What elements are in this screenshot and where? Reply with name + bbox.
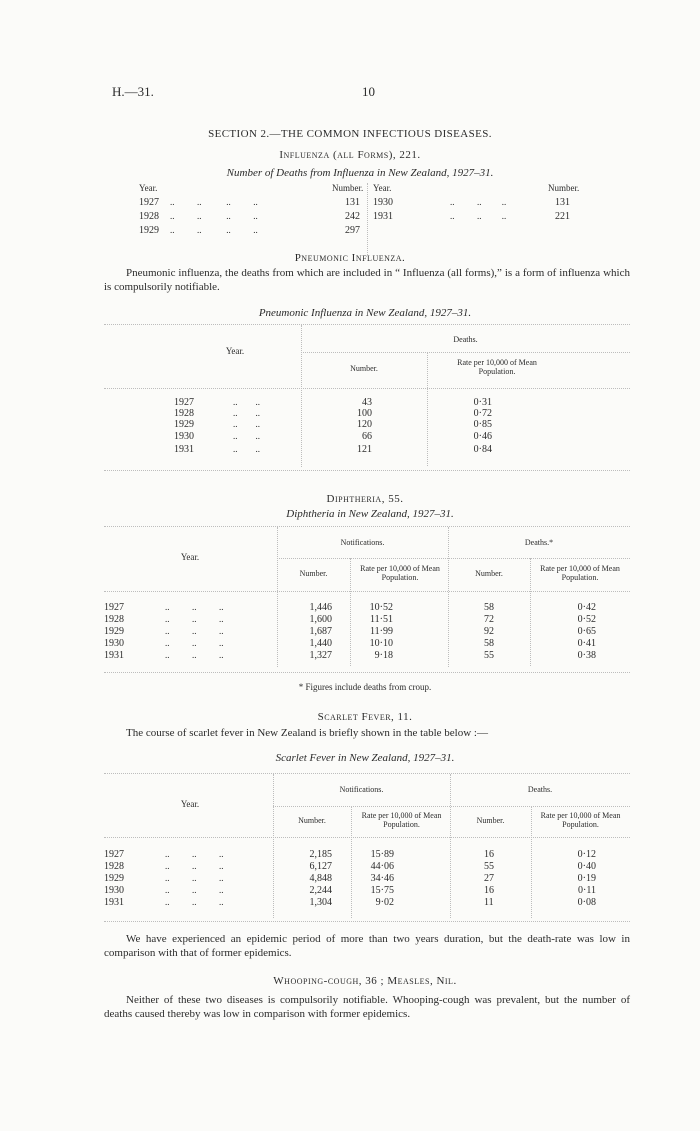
diphtheria-notif-number: 1,600 xyxy=(309,614,332,625)
scarlet-intro: The course of scarlet fever in New Zealand is briefly shown in the table below :— xyxy=(126,727,488,739)
influenza-year-header-left: Year. xyxy=(139,183,158,193)
diphtheria-notif-rate: 10·10 xyxy=(369,638,393,649)
pneumonic-caption: Pneumonic Influenza in New Zealand, 1927–31. xyxy=(258,307,472,319)
scarlet-notif-number: 2,185 xyxy=(309,849,332,860)
influenza-year: 1928 xyxy=(139,211,159,222)
scarlet-notif-rate: 44·06 xyxy=(370,861,394,872)
diphtheria-death-rate: 0·38 xyxy=(577,650,596,661)
influenza-year-header-right: Year. xyxy=(373,183,392,193)
scarlet-death-rate: 0·12 xyxy=(577,849,596,860)
scarlet-death-rate: 0·11 xyxy=(578,885,596,896)
scarlet-paragraph: We have experienced an epidemic period of more than two years duration, but the death-rate was low in comparison with that of former epidemics. xyxy=(104,933,630,959)
diphtheria-death-number: 72 xyxy=(484,614,494,625)
diphtheria-col-notif-rate: Rate per 10,000 of Mean Population. xyxy=(360,564,440,582)
influenza-year: 1927 xyxy=(139,197,159,208)
diphtheria-death-rate: 0·42 xyxy=(577,602,596,613)
scarlet-death-number: 11 xyxy=(484,897,494,908)
scarlet-notif-rate: 15·75 xyxy=(370,885,394,896)
influenza-number: 297 xyxy=(345,225,360,236)
influenza-number-header-left: Number. xyxy=(332,183,364,193)
pneumonic-number: 43 xyxy=(362,397,372,408)
diphtheria-year: 1928 xyxy=(104,614,124,625)
scarlet-notif-number: 2,244 xyxy=(309,885,332,896)
influenza-number: 131 xyxy=(555,197,570,208)
scarlet-year: 1930 xyxy=(104,885,124,896)
scarlet-death-rate: 0·19 xyxy=(577,873,596,884)
whooping-heading: Whooping-cough, 36 ; Measles, Nil. xyxy=(273,975,457,987)
pneumonic-rate: 0·84 xyxy=(473,444,492,455)
pneumonic-number: 121 xyxy=(357,444,372,455)
diphtheria-notif-number: 1,440 xyxy=(309,638,332,649)
diphtheria-notif-rate: 11·99 xyxy=(370,626,393,637)
scarlet-year: 1931 xyxy=(104,897,124,908)
influenza-number: 131 xyxy=(345,197,360,208)
pneumonic-col-deaths: Deaths. xyxy=(453,335,478,344)
page-number: 10 xyxy=(362,84,375,99)
pneumonic-year: 1929 xyxy=(174,419,194,430)
scarlet-notif-rate: 15·89 xyxy=(370,849,394,860)
scarlet-col-year: Year. xyxy=(180,799,200,809)
influenza-heading: Influenza (all Forms), 221. xyxy=(279,149,421,161)
diphtheria-heading: Diphtheria, 55. xyxy=(326,493,404,505)
diphtheria-death-number: 92 xyxy=(484,626,494,637)
scarlet-heading: Scarlet Fever, 11. xyxy=(317,711,413,723)
diphtheria-col-notif-number: Number. xyxy=(299,569,328,578)
diphtheria-death-rate: 0·65 xyxy=(577,626,596,637)
scarlet-notif-number: 4,848 xyxy=(309,873,332,884)
scarlet-notif-rate: 9·02 xyxy=(375,897,394,908)
scarlet-notif-rate: 34·46 xyxy=(370,873,394,884)
scarlet-col-notifications: Notifications. xyxy=(339,785,384,794)
scarlet-notif-number: 6,127 xyxy=(309,861,332,872)
pneumonic-paragraph: Pneumonic influenza, the deaths from which are included in “ Influenza (all forms),” is a form of influenza which is compulsorily notifiable. xyxy=(104,267,630,293)
scarlet-death-number: 16 xyxy=(484,885,494,896)
pneumonic-year: 1928 xyxy=(174,408,194,419)
influenza-year: 1930 xyxy=(373,197,393,208)
diphtheria-col-year: Year. xyxy=(180,552,200,562)
pneumonic-rate: 0·85 xyxy=(473,419,492,430)
diphtheria-year: 1930 xyxy=(104,638,124,649)
diphtheria-notif-number: 1,687 xyxy=(309,626,332,637)
scarlet-year: 1929 xyxy=(104,873,124,884)
diphtheria-year: 1929 xyxy=(104,626,124,637)
scarlet-notif-number: 1,304 xyxy=(309,897,332,908)
diphtheria-death-rate: 0·52 xyxy=(577,614,596,625)
scarlet-death-number: 27 xyxy=(484,873,494,884)
pneumonic-year: 1927 xyxy=(174,397,194,408)
diphtheria-year: 1927 xyxy=(104,602,124,613)
pneumonic-col-number: Number. xyxy=(350,364,378,373)
diphtheria-death-number: 55 xyxy=(484,650,494,661)
diphtheria-footnote: * Figures include deaths from croup. xyxy=(298,682,432,692)
pneumonic-rate: 0·31 xyxy=(473,397,492,408)
influenza-caption: Number of Deaths from Influenza in New Zealand, 1927–31. xyxy=(226,167,494,179)
report-code: H.—31. xyxy=(112,84,154,99)
section-title: SECTION 2.—THE COMMON INFECTIOUS DISEASES. xyxy=(208,128,492,140)
diphtheria-death-number: 58 xyxy=(484,638,494,649)
diphtheria-col-death-rate: Rate per 10,000 of Mean Population. xyxy=(540,564,620,582)
pneumonic-col-year: Year. xyxy=(225,346,245,356)
scarlet-col-notif-rate: Rate per 10,000 of Mean Population. xyxy=(361,811,442,829)
influenza-year: 1929 xyxy=(139,225,159,236)
pneumonic-rate: 0·46 xyxy=(473,431,492,442)
scarlet-death-number: 55 xyxy=(484,861,494,872)
scarlet-col-deaths: Deaths. xyxy=(527,785,553,794)
influenza-number: 242 xyxy=(345,211,360,222)
diphtheria-col-death-number: Number. xyxy=(475,569,503,578)
scarlet-col-notif-number: Number. xyxy=(298,816,326,825)
influenza-number: 221 xyxy=(555,211,570,222)
pneumonic-rate: 0·72 xyxy=(473,408,492,419)
pneumonic-heading: Pneumonic Influenza. xyxy=(294,252,406,264)
diphtheria-col-notifications: Notifications. xyxy=(340,538,385,547)
diphtheria-notif-number: 1,327 xyxy=(309,650,332,661)
pneumonic-year: 1930 xyxy=(174,431,194,442)
scarlet-year: 1928 xyxy=(104,861,124,872)
pneumonic-number: 66 xyxy=(362,431,372,442)
diphtheria-death-number: 58 xyxy=(484,602,494,613)
diphtheria-death-rate: 0·41 xyxy=(577,638,596,649)
scarlet-year: 1927 xyxy=(104,849,124,860)
diphtheria-notif-rate: 9·18 xyxy=(374,650,393,661)
scarlet-death-number: 16 xyxy=(484,849,494,860)
pneumonic-col-rate: Rate per 10,000 of Mean Population. xyxy=(457,358,537,376)
scarlet-death-rate: 0·08 xyxy=(577,897,596,908)
diphtheria-notif-rate: 11·51 xyxy=(370,614,393,625)
scarlet-caption: Scarlet Fever in New Zealand, 1927–31. xyxy=(275,752,455,764)
diphtheria-notif-rate: 10·52 xyxy=(369,602,393,613)
pneumonic-number: 100 xyxy=(357,408,372,419)
influenza-year: 1931 xyxy=(373,211,393,222)
diphtheria-notif-number: 1,446 xyxy=(309,602,332,613)
influenza-number-header-right: Number. xyxy=(548,183,580,193)
scarlet-col-death-rate: Rate per 10,000 of Mean Population. xyxy=(540,811,621,829)
whooping-paragraph: Neither of these two diseases is compulsorily notifiable. Whooping-cough was prevalent, but the number of deaths caused thereby was low in comparison with former epidemics. xyxy=(104,994,630,1020)
pneumonic-year: 1931 xyxy=(174,444,194,455)
diphtheria-caption: Diphtheria in New Zealand, 1927–31. xyxy=(286,508,454,520)
diphtheria-col-deaths: Deaths.* xyxy=(524,538,554,547)
pneumonic-number: 120 xyxy=(357,419,372,430)
scarlet-col-death-number: Number. xyxy=(476,816,505,825)
scarlet-death-rate: 0·40 xyxy=(577,861,596,872)
diphtheria-year: 1931 xyxy=(104,650,124,661)
